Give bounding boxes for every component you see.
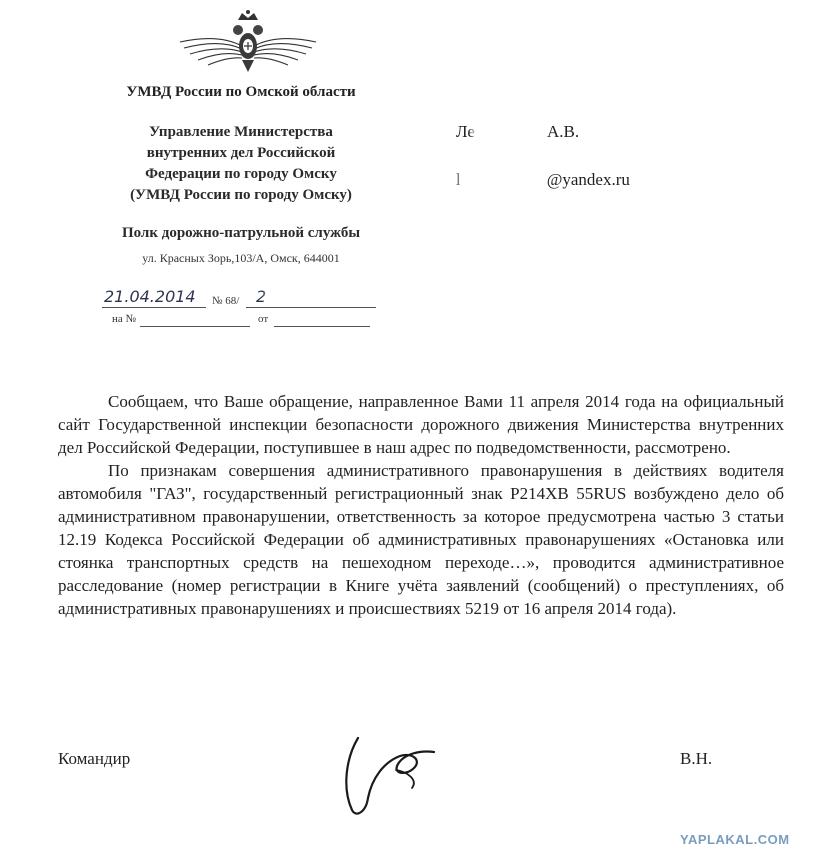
regiment-address: ул. Красных Зорь,103/А, Омск, 644001 (142, 251, 340, 265)
redaction-mark (475, 122, 547, 140)
signatory-position: Командир (58, 749, 131, 768)
handwritten-date: 21.04.2014 (104, 287, 196, 306)
number-label: № 68/ (212, 295, 240, 307)
organization-title: УМВД России по Омской области (126, 84, 356, 100)
from-underline (274, 326, 370, 327)
number-underline (246, 307, 376, 308)
regiment-name: Полк дорожно-патрульной службы (121, 225, 361, 241)
department-block (96, 122, 386, 206)
site-watermark: YAPLAKAL.COM (680, 832, 790, 847)
letter-body (58, 390, 784, 620)
department-line: Управление Министерства (149, 124, 333, 140)
eagle-emblem-icon (172, 8, 324, 76)
recipient-email-suffix: @yandex.ru (546, 170, 630, 189)
handwritten-signature (338, 728, 448, 820)
signatory-initials (680, 749, 764, 769)
reference-line (96, 313, 386, 329)
registration-line (96, 287, 386, 311)
body-paragraph: По признакам совершения административного правонарушения в действиях водителя автомобиля "ГАЗ", государственный регистрационный знак Р214ХВ 55RUS возбуждено дело об административном правонарушении, ответственность за которое предусмотрена частью 3 статьи 12.19 Кодекса Российской Федерации об административных правонарушениях «Остановка или стоянка транспортных средств на пешеходном переходе…», проводится административное расследование (номер регистрации в Книге учёта заявлений (сообщений) о преступлениях, об административных правонарушениях и происшествиях 5219 от 16 апреля 2014 года). (58, 461, 784, 618)
from-label: от (258, 313, 269, 325)
reference-label: на № (112, 313, 137, 325)
redaction-mark (461, 170, 547, 188)
date-underline (102, 307, 206, 308)
signatory-initials-text: В.Н. (680, 749, 713, 768)
department-line: (УМВД России по городу Омску) (130, 187, 352, 203)
body-paragraph: Сообщаем, что Ваше обращение, направленное Вами 11 апреля 2014 года на официальный сайт Государственной инспекции безопасности дорожного движения Министерства внутренних дел Российской Федерации, поступившее в наш адрес по подведомственности, рассмотрено. (58, 392, 784, 457)
reference-underline (140, 326, 250, 327)
recipient-name-suffix: А.В. (546, 122, 580, 141)
department-line: Федерации по городу Омску (145, 166, 337, 182)
redaction-mark (268, 289, 320, 307)
redaction-mark (716, 749, 764, 767)
handwritten-number: 2 (256, 287, 267, 306)
recipient-email-prefix: l (456, 170, 461, 189)
department-line: внутренних дел Российской (146, 145, 336, 161)
recipient-name-prefix: Ле (456, 122, 475, 141)
recipient-name (456, 122, 579, 142)
recipient-email (456, 170, 630, 190)
